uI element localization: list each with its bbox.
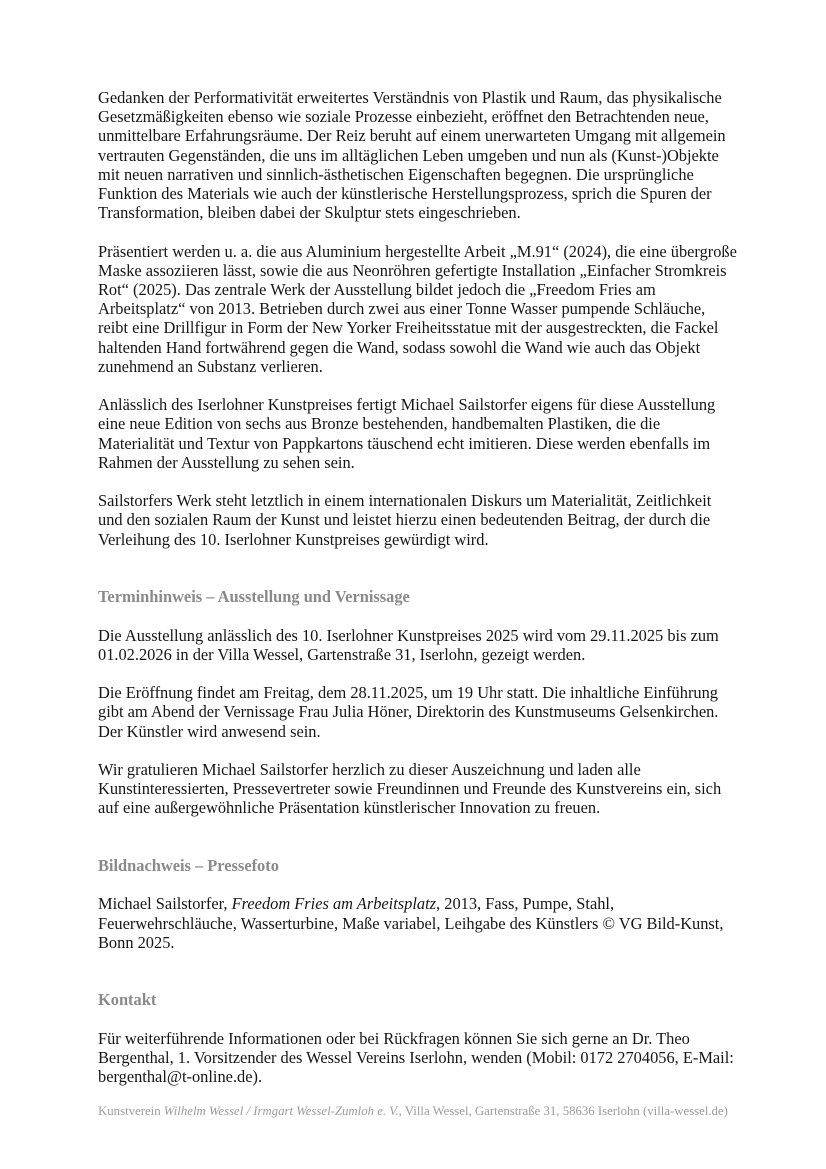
termin-paragraph-2: Die Eröffnung findet am Freitag, dem 28.11.2025, um 19 Uhr statt. Die inhaltliche Einführung gibt am Abend der Vernissage Frau Julia Höner, Direktorin des Kunstmuseums Gelsenkirchen. Der Künstler wird anwesend sein. [98,683,719,741]
section-heading-bildnachweis: Bildnachweis – Pressefoto [98,856,279,875]
footer-association-name: Wilhelm Wessel / Irmgart Wessel-Zumloh e. V. [163,1104,399,1118]
intro-paragraph-2: Präsentiert werden u. a. die aus Aluminium hergestellte Arbeit „M.91“ (2024), die eine übergroße Maske assoziieren lässt, sowie die aus Neonröhren gefertigte Installation „Einfacher Stromkreis Rot“ (2025). Das zentrale Werk der Ausstellung bildet jedoch die „Freedom Fries am Arbeitsplatz“ von 2013. Betrieben durch zwei aus einer Tonne Wasser pumpende Schläuche, reibt eine Drillfigur in Form der New Yorker Freiheitsstatue mit der ausgestreckten, die Fackel haltenden Hand fortwährend gegen die Wand, sodass sowohl die Wand wie auch das Objekt zunehmend an Substanz verlieren. [98,241,737,376]
intro-paragraph-1: Gedanken der Performativität erweitertes Verständnis von Plastik und Raum, das physikalische Gesetzmäßigkeiten ebenso wie soziale Prozesse einbezieht, eröffnet den Betrachtenden neue, unmittelbare Erfahrungsräume. Der Reiz beruht auf einem unerwarteten Umgang mit allgemein vertrauten Gegenständen, die uns im alltäglichen Leben umgeben und nun als (Kunst-)Objekte mit neuen narrativen und sinnlich-ästhetischen Eigenschaften begegnen. Die ursprüngliche Funktion des Materials wie auch der künstlerische Herstellungsprozess, sprich die Spuren der Transformation, bleiben dabei der Skulptur stets eingeschrieben. [98,88,726,223]
page-footer [0,1104,826,1119]
intro-paragraph-4: Sailstorfers Werk steht letztlich in einem internationalen Diskurs um Materialität, Zeitlichkeit und den sozialen Raum der Kunst und leistet hierzu einen bedeutenden Beitrag, der durch die Verleihung des 10. Iserlohner Kunstpreises gewürdigt wird. [98,491,712,549]
credit-prefix: Michael Sailstorfer, [98,894,232,914]
termin-paragraph-1: Die Ausstellung anlässlich des 10. Iserlohner Kunstpreises 2025 wird vom 29.11.2025 bis zum 01.02.2026 in der Villa Wessel, Gartenstraße 31, Iserlohn, gezeigt werden. [98,625,719,664]
footer-prefix: Kunstverein [98,1104,164,1118]
credit-suffix: , 2013, Fass, Pumpe, Stahl, Feuerwehrschläuche, Wasserturbine, Maße variabel, Leihgabe des Künstlers © VG Bild-Kunst, Bonn 2025. [98,894,724,952]
intro-paragraph-3: Anlässlich des Iserlohner Kunstpreises fertigt Michael Sailstorfer eigens für diese Ausstellung eine neue Edition von sechs aus Bronze bestehenden, handbemalten Plastiken, die die Materialität und Textur von Pappkartons täuschend echt imitieren. Diese werden ebenfalls im Rahmen der Ausstellung zu sehen sein. [98,395,716,472]
image-credit-paragraph [98,894,739,952]
kontakt-paragraph: Für weiterführende Informationen oder bei Rückfragen können Sie sich gerne an Dr. Theo Bergenthal, 1. Vorsitzender des Wessel Vereins Iserlohn, wenden (Mobil: 0172 2704056, E-Mail: bergenthal@t-online.de). [98,1028,734,1087]
footer-suffix: , Villa Wessel, Gartenstraße 31, 58636 Iserlohn (villa-wessel.de) [398,1104,728,1118]
section-heading-kontakt: Kontakt [98,990,157,1010]
termin-paragraph-3: Wir gratulieren Michael Sailstorfer herzlich zu dieser Auszeichnung und laden alle Kunstinteressierten, Pressevertreter sowie Freundinnen und Freunde des Kunstvereins ein, sich auf eine außergewöhnliche Präsentation künstlerischer Innovation zu freuen. [98,760,722,818]
artwork-title: Freedom Fries am Arbeitsplatz [231,894,437,914]
section-heading-terminhinweis: Terminhinweis – Ausstellung und Vernissage [98,587,410,607]
press-release-body [98,88,739,1106]
